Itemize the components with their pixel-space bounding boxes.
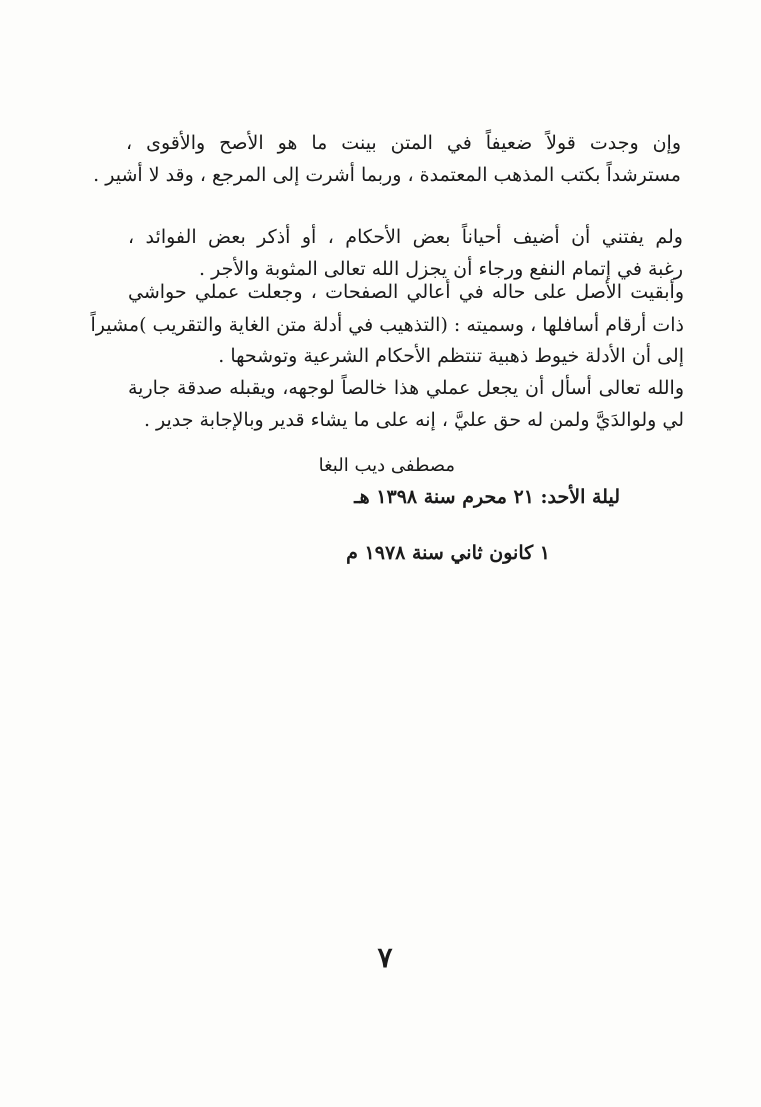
paragraph-2-line-1: ولم يفتني أن أضيف أحياناً بعض الأحكام ، أو أذكر بعض الفوائد ، bbox=[128, 226, 683, 248]
paragraph-2-line-2: رغبة في إتمام النفع ورجاء أن يجزل الله تعالى المثوبة والأجر . bbox=[199, 258, 683, 280]
paragraph-3-line-2: ذات أرقام أسافلها ، وسميته : (التذهيب في أدلة متن الغاية والتقريب )مشيراً bbox=[90, 314, 684, 336]
paragraph-4-line-1: والله تعالى أسأل أن يجعل عملي هذا خالصاً لوجهه، ويقبله صدقة جارية bbox=[128, 377, 684, 399]
paragraph-4-line-2: لي ولوالدَيَّ ولمن له حق عليَّ ، إنه على ما يشاء قدير وبالإجابة جدير . bbox=[143, 409, 684, 431]
author-signature: مصطفى ديب البغا bbox=[318, 455, 455, 476]
paragraph-3-line-3: إلى أن الأدلة خيوط ذهبية تنتظم الأحكام الشرعية وتوشحها . bbox=[218, 345, 684, 367]
paragraph-3-line-1: وأبقيت الأصل على حاله في أعالي الصفحات ، وجعلت عملي حواشي bbox=[128, 281, 684, 303]
paragraph-1-line-2: مسترشداً بكتب المذهب المعتمدة ، وربما أشرت إلى المرجع ، وقد لا أشير . bbox=[93, 164, 681, 186]
date-gregorian: ١ كانون ثاني سنة ١٩٧٨ م bbox=[346, 542, 550, 564]
paragraph-1-line-1: وإن وجدت قولاً ضعيفاً في المتن بينت ما هو الأصح والأقوى ، bbox=[126, 132, 681, 154]
date-hijri: ليلة الأحد: ٢١ محرم سنة ١٣٩٨ هـ bbox=[354, 486, 620, 508]
page-number: ٧ bbox=[377, 941, 393, 974]
